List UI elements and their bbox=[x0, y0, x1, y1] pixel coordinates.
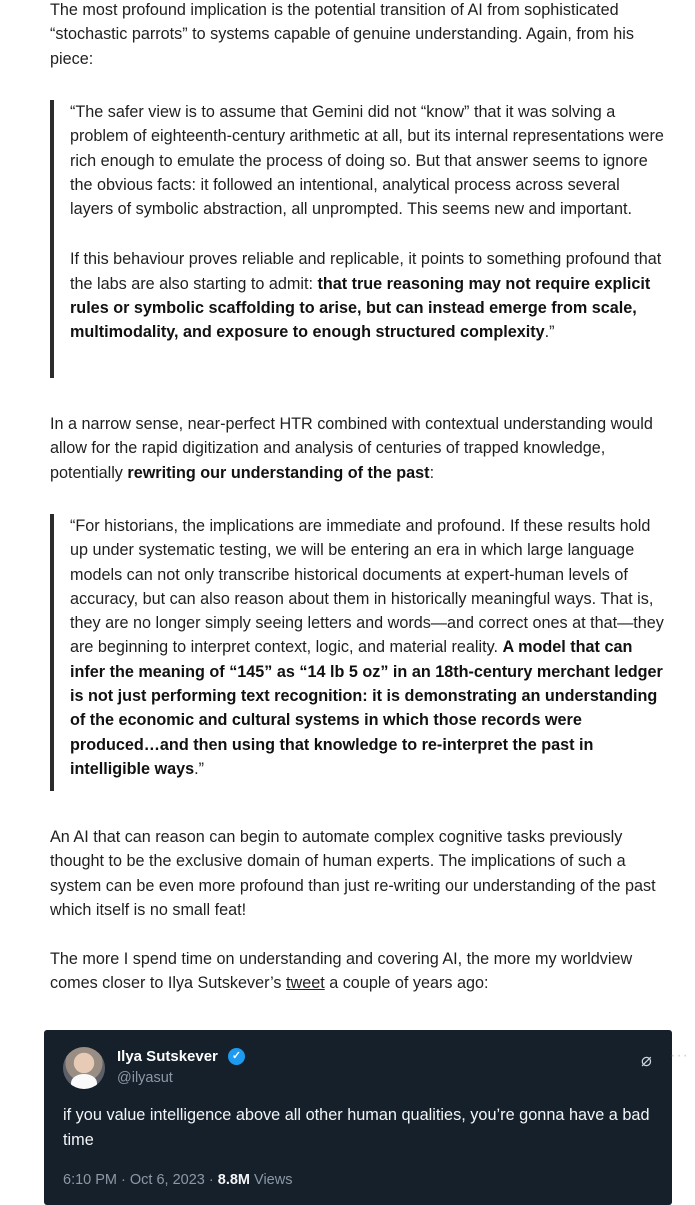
avatar[interactable] bbox=[63, 1047, 105, 1089]
tweet-views-count: 8.8M bbox=[217, 1172, 250, 1188]
verified-badge-icon: ✓ bbox=[228, 1048, 245, 1065]
para2-bold: rewriting our understanding of the past bbox=[127, 463, 430, 482]
tweet-meta bbox=[63, 1172, 292, 1188]
quote-paragraph-1: “The safer view is to assume that Gemini did not “know” that it was solving a problem of eighteenth-century arithmetic at all, but its internal representations were rich enough to emulate the process of doing so. But that answer seems to ignore the obvious facts: it followed an intentional, analytical process across several layers of symbolic abstraction, all unprompted. This seems new and important. bbox=[70, 103, 664, 219]
embedded-tweet[interactable] bbox=[44, 1030, 689, 1205]
quote2-text: “For historians, the implications are immediate and profound. If these results hold up under systematic testing, we will be entering an era in which large language models can not only transcribe historical documents at expert-human levels of accuracy, but can also reason about them in historically meaningful ways. That is, they are no longer simply seeing letters and words—and correct ones at that—they are beginning to interpret context, logic, and material reality. bbox=[70, 517, 664, 657]
tweet-author-handle[interactable]: @ilyasut bbox=[117, 1070, 173, 1086]
quote2-paragraph bbox=[70, 514, 666, 781]
grok-icon[interactable]: ⌀ bbox=[641, 1050, 652, 1070]
quote-paragraph-2 bbox=[70, 247, 666, 344]
para4-text: The more I spend time on understanding and covering AI, the more my worldview comes closer to Ilya Sutskever’s bbox=[50, 950, 633, 993]
tweet-text: if you value intelligence above all other human qualities, you’re gonna have a bad time bbox=[63, 1106, 650, 1149]
quote2-bold: A model that can infer the meaning of “145” as “14 lb 5 oz” in an 18th-century merchant ledger is not just performing text recognition: it is demonstrating an understanding of the economic and cultural systems in which those records were produced…and then using that knowledge to re-interpret the past in intelligible ways bbox=[70, 638, 663, 778]
para2-end: : bbox=[429, 463, 435, 482]
quote-bold-text: that true reasoning may not require explicit rules or symbolic scaffolding to arise, but can instead emerge from scale, multimodality, and exposure to enough structured complexity bbox=[70, 274, 651, 342]
tweet-timestamp[interactable]: 6:10 PM · Oct 6, 2023 · bbox=[63, 1172, 218, 1188]
tweet-views-label: Views bbox=[250, 1172, 293, 1188]
tweet-author-name[interactable]: Ilya Sutskever bbox=[117, 1048, 218, 1065]
more-options-icon[interactable]: ··· bbox=[670, 1047, 689, 1064]
quote-text: If this behaviour proves reliable and replicable, it points to something profound that the labs are also starting to admit: bbox=[70, 250, 662, 293]
tweet-link[interactable]: tweet bbox=[286, 974, 325, 993]
paragraph-reasoning: An AI that can reason can begin to automate complex cognitive tasks previously thought to be the exclusive domain of human experts. The implications of such a system can be even more profound than just re-writing our understanding of the past which itself is no small feat! bbox=[50, 828, 656, 919]
para4-after: a couple of years ago: bbox=[324, 974, 489, 993]
paragraph-worldview bbox=[50, 947, 670, 996]
quote2-end: .” bbox=[194, 759, 205, 778]
blockquote-historians bbox=[50, 514, 666, 791]
quote-end: .” bbox=[544, 323, 555, 342]
para2-text: In a narrow sense, near-perfect HTR combined with contextual understanding would allow for the rapid digitization and analysis of centuries of trapped knowledge, potentially bbox=[50, 415, 653, 482]
paragraph-intro: The most profound implication is the potential transition of AI from sophisticated “stochastic parrots” to systems capable of genuine understanding. Again, from his piece: bbox=[50, 1, 634, 68]
blockquote-gemini bbox=[50, 100, 666, 378]
paragraph-htr bbox=[50, 412, 670, 485]
